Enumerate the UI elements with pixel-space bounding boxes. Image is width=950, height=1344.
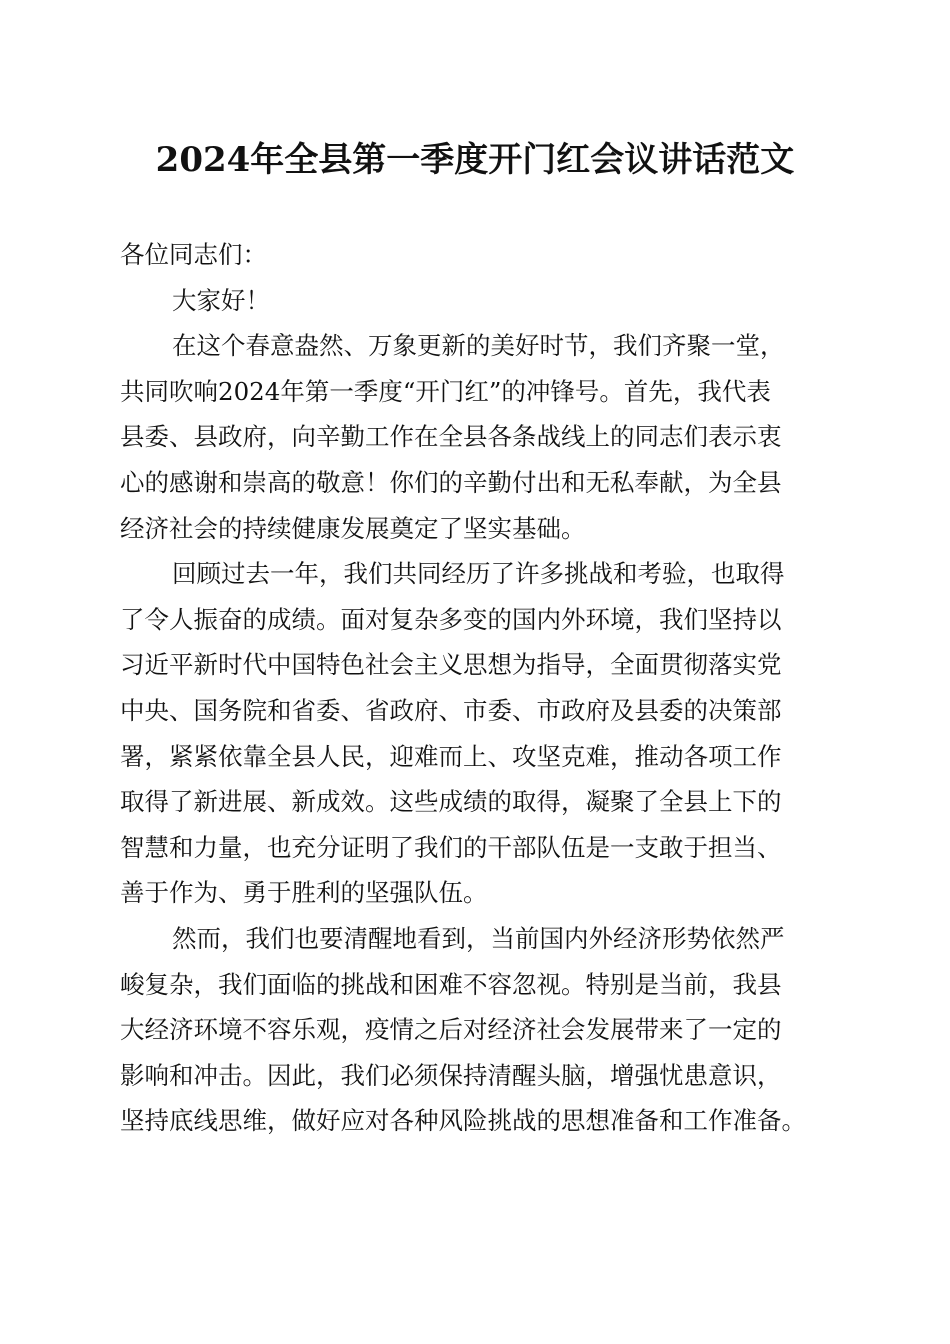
paragraph-3-line-4: 影响和冲击。因此，我们必须保持清醒头脑，增强忧患意识， xyxy=(120,1060,782,1090)
paragraph-3-line-2: 峻复杂，我们面临的挑战和困难不容忽视。特别是当前，我县 xyxy=(120,969,782,999)
document-title: 2024年全县第一季度开门红会议讲话范文 xyxy=(155,140,795,180)
paragraph-2-line-1: 回顾过去一年，我们共同经历了许多挑战和考验，也取得 xyxy=(172,559,785,589)
paragraph-2-line-2: 了令人振奋的成绩。面对复杂多变的国内外环境，我们坚持以 xyxy=(120,604,782,634)
paragraph-3-line-5: 坚持底线思维，做好应对各种风险挑战的思想准备和工作准备。 xyxy=(120,1106,806,1136)
paragraph-2-line-6: 取得了新进展、新成效。这些成绩的取得，凝聚了全县上下的 xyxy=(120,787,782,817)
paragraph-2-line-8: 善于作为、勇于胜利的坚强队伍。 xyxy=(120,878,488,908)
paragraph-3-line-3: 大经济环境不容乐观，疫情之后对经济社会发展带来了一定的 xyxy=(120,1015,782,1045)
document-body xyxy=(120,232,830,1144)
paragraph-2-line-5: 署，紧紧依靠全县人民，迎难而上、攻坚克难，推动各项工作 xyxy=(120,741,782,771)
paragraph-2-line-7: 智慧和力量，也充分证明了我们的干部队伍是一支敢于担当、 xyxy=(120,832,782,862)
greeting-line: 大家好！ xyxy=(172,285,270,315)
paragraph-1-line-2: 共同吹响2024年第一季度“开门红”的冲锋号。首先，我代表 xyxy=(120,376,771,406)
paragraph-3-line-1: 然而，我们也要清醒地看到，当前国内外经济形势依然严 xyxy=(172,923,785,953)
paragraph-1-line-4: 心的感谢和崇高的敬意！你们的辛勤付出和无私奉献，为全县 xyxy=(120,467,782,497)
paragraph-1-line-1: 在这个春意盎然、万象更新的美好时节，我们齐聚一堂， xyxy=(172,331,785,361)
paragraph-2-line-3: 习近平新时代中国特色社会主义思想为指导，全面贯彻落实党 xyxy=(120,650,782,680)
paragraph-1-line-3: 县委、县政府，向辛勤工作在全县各条战线上的同志们表示衷 xyxy=(120,422,782,452)
salutation-line: 各位同志们： xyxy=(120,240,267,269)
paragraph-2-line-4: 中央、国务院和省委、省政府、市委、市政府及县委的决策部 xyxy=(120,695,782,725)
paragraph-1-line-5: 经济社会的持续健康发展奠定了坚实基础。 xyxy=(120,513,586,543)
